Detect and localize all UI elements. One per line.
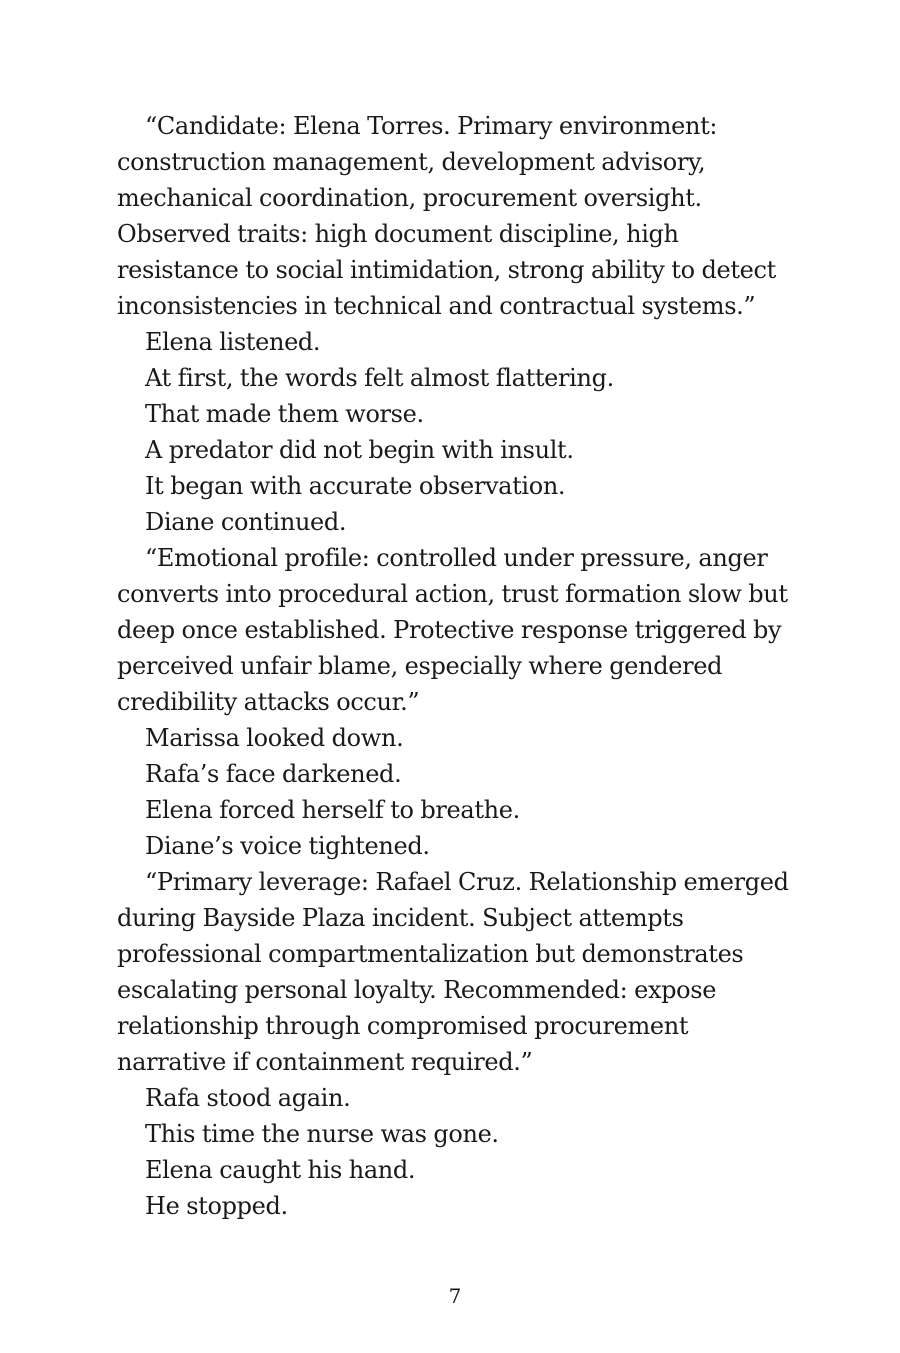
- paragraph: Elena forced herself to breathe.: [145, 796, 520, 824]
- paragraph: “Emotional profile: controlled under pressure, anger converts into procedural action, trust formation slow but deep once established. Protective response triggered by perceived unfair blame, especially where gendered credibility attacks occur.”: [117, 544, 788, 716]
- paragraph: Rafa’s face darkened.: [145, 760, 402, 788]
- page-body: [117, 108, 797, 1224]
- paragraph: Diane’s voice tightened.: [145, 832, 430, 860]
- paragraph: A predator did not begin with insult.: [145, 436, 574, 464]
- paragraph: At first, the words felt almost flattering.: [145, 364, 614, 392]
- paragraph: “Primary leverage: Rafael Cruz. Relationship emerged during Bayside Plaza incident. Subject attempts professional compartmentalization but demonstrates escalating personal loyalty. Recommended: expose relationship through compromised procurement narrative if containment required.”: [117, 868, 789, 1076]
- page-number: 7: [448, 1284, 462, 1308]
- paragraph: Rafa stood again.: [145, 1084, 351, 1112]
- paragraph: Diane continued.: [145, 508, 347, 536]
- paragraph: He stopped.: [145, 1192, 288, 1220]
- paragraph: This time the nurse was gone.: [145, 1120, 499, 1148]
- paragraph: Marissa looked down.: [145, 724, 404, 752]
- paragraph: “Candidate: Elena Torres. Primary environment: construction management, development advisory, mechanical coordination, procurement oversight. Observed traits: high document discipline, high resistance to social intimidation, strong ability to detect inconsistencies in technical and contractual systems.”: [117, 112, 776, 320]
- paragraph: Elena caught his hand.: [145, 1156, 416, 1184]
- paragraph: That made them worse.: [145, 400, 424, 428]
- paragraph: Elena listened.: [145, 328, 321, 356]
- paragraph: It began with accurate observation.: [145, 472, 566, 500]
